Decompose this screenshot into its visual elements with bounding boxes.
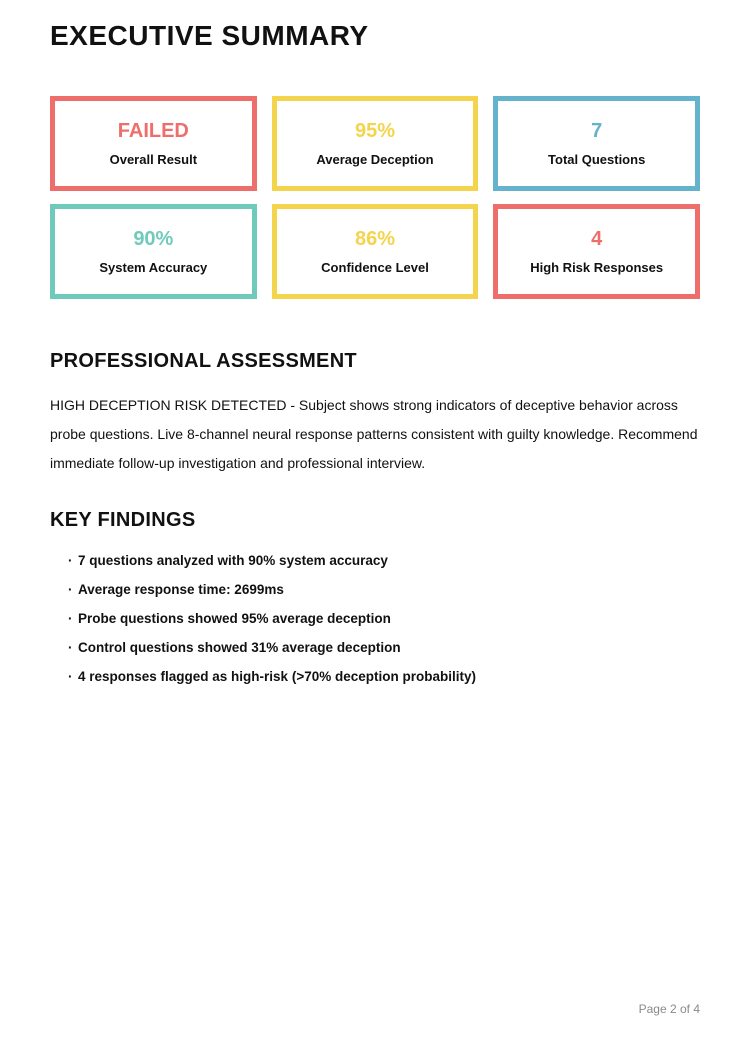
summary-cards-grid [50, 96, 700, 299]
metric-card-overall-result [50, 96, 257, 191]
metric-value: 95% [354, 120, 395, 142]
key-findings-heading: KEY FINDINGS [50, 509, 196, 531]
metric-card-high-risk-responses [493, 204, 700, 299]
finding-item: · Control questions showed 31% average deception [50, 640, 700, 656]
metric-value: 7 [591, 120, 603, 142]
metric-card-confidence-level [272, 204, 479, 299]
key-findings-section [50, 509, 700, 685]
finding-item: · 7 questions analyzed with 90% system accuracy [50, 553, 700, 569]
metric-card-total-questions [493, 96, 700, 191]
metric-card-average-deception [272, 96, 479, 191]
key-findings-list [50, 553, 700, 685]
metric-label: System Accuracy [99, 260, 208, 275]
metric-label: Confidence Level [321, 260, 429, 275]
professional-assessment-section [50, 350, 700, 478]
finding-item: · Average response time: 2699ms [50, 582, 700, 598]
page-title: EXECUTIVE SUMMARY [50, 20, 369, 51]
metric-value: FAILED [117, 120, 189, 142]
page-number: Page 2 of 4 [638, 1002, 700, 1016]
finding-item: · Probe questions showed 95% average deception [50, 611, 700, 627]
metric-value: 4 [591, 228, 603, 250]
metric-label: Overall Result [109, 152, 198, 167]
metric-value: 86% [354, 228, 395, 250]
assessment-heading: PROFESSIONAL ASSESSMENT [50, 350, 357, 372]
metric-card-system-accuracy [50, 204, 257, 299]
metric-value: 90% [133, 228, 174, 250]
metric-label: Average Deception [316, 152, 434, 167]
finding-item: · 4 responses flagged as high-risk (>70% deception probability) [50, 669, 700, 685]
metric-label: Total Questions [548, 152, 646, 167]
metric-label: High Risk Responses [530, 260, 664, 275]
assessment-body-text: HIGH DECEPTION RISK DETECTED - Subject shows strong indicators of deceptive behavior across probe questions. Live 8-channel neural response patterns consistent with guilty knowledge. Recommend immediate follow-up investigation and professional interview. [50, 397, 698, 471]
